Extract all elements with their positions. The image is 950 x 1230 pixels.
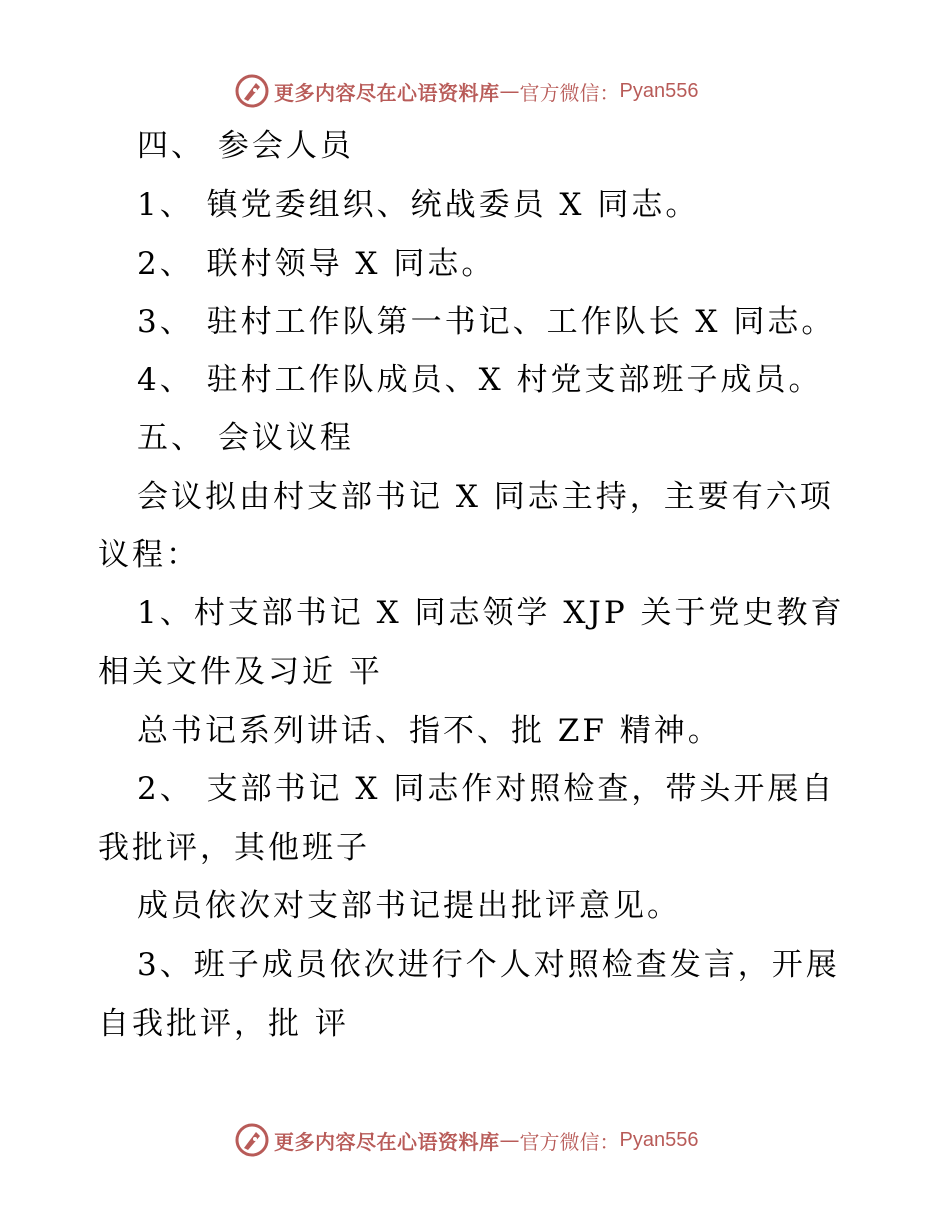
pen-nib-logo-icon [234, 1122, 270, 1158]
text-line: 4、 驻村工作队成员、X 村党支部班子成员。 [137, 362, 823, 398]
text-line: 相关文件及习近 平 [98, 654, 383, 690]
text-line: 我批评，其他班子 [98, 830, 370, 866]
text-line: 总书记系列讲话、指不、批 ZF 精神。 [137, 713, 722, 749]
text-line: 3、 驻村工作队第一书记、工作队长 X 同志。 [137, 304, 836, 340]
text-line: 2、 联村领导 X 同志。 [137, 246, 496, 282]
pen-nib-logo-icon [234, 73, 270, 109]
watermark-site-text: 更多内容尽在心语资料库 [274, 80, 500, 105]
text-line: 自我批评，批 评 [98, 1006, 349, 1042]
text-line: 四、 参会人员 [137, 128, 354, 164]
text-line: 议程： [98, 537, 200, 573]
header-watermark [234, 71, 698, 111]
watermark-wechat-label: 官方微信： [519, 1129, 620, 1154]
text-line: 1、 镇党委组织、统战委员 X 同志。 [137, 187, 700, 223]
watermark-wechat-id: Pyan556 [619, 1128, 699, 1151]
watermark-separator: — [499, 79, 520, 103]
watermark-site-text: 更多内容尽在心语资料库 [274, 1129, 500, 1154]
text-line: 2、 支部书记 X 同志作对照检查，带头开展自 [137, 771, 836, 807]
watermark-separator: — [499, 1128, 520, 1152]
text-line: 成员依次对支部书记提出批评意见。 [137, 888, 681, 924]
text-line: 1、村支部书记 X 同志领学 XJP 关于党史教育 [137, 595, 845, 631]
text-line: 3、班子成员依次进行个人对照检查发言，开展 [137, 947, 840, 983]
watermark-wechat-label: 官方微信： [519, 80, 620, 105]
watermark-wechat-id: Pyan556 [619, 79, 699, 102]
footer-watermark [234, 1120, 698, 1160]
text-line: 五、 会议议程 [137, 420, 354, 456]
text-line: 会议拟由村支部书记 X 同志主持，主要有六项 [137, 479, 834, 515]
